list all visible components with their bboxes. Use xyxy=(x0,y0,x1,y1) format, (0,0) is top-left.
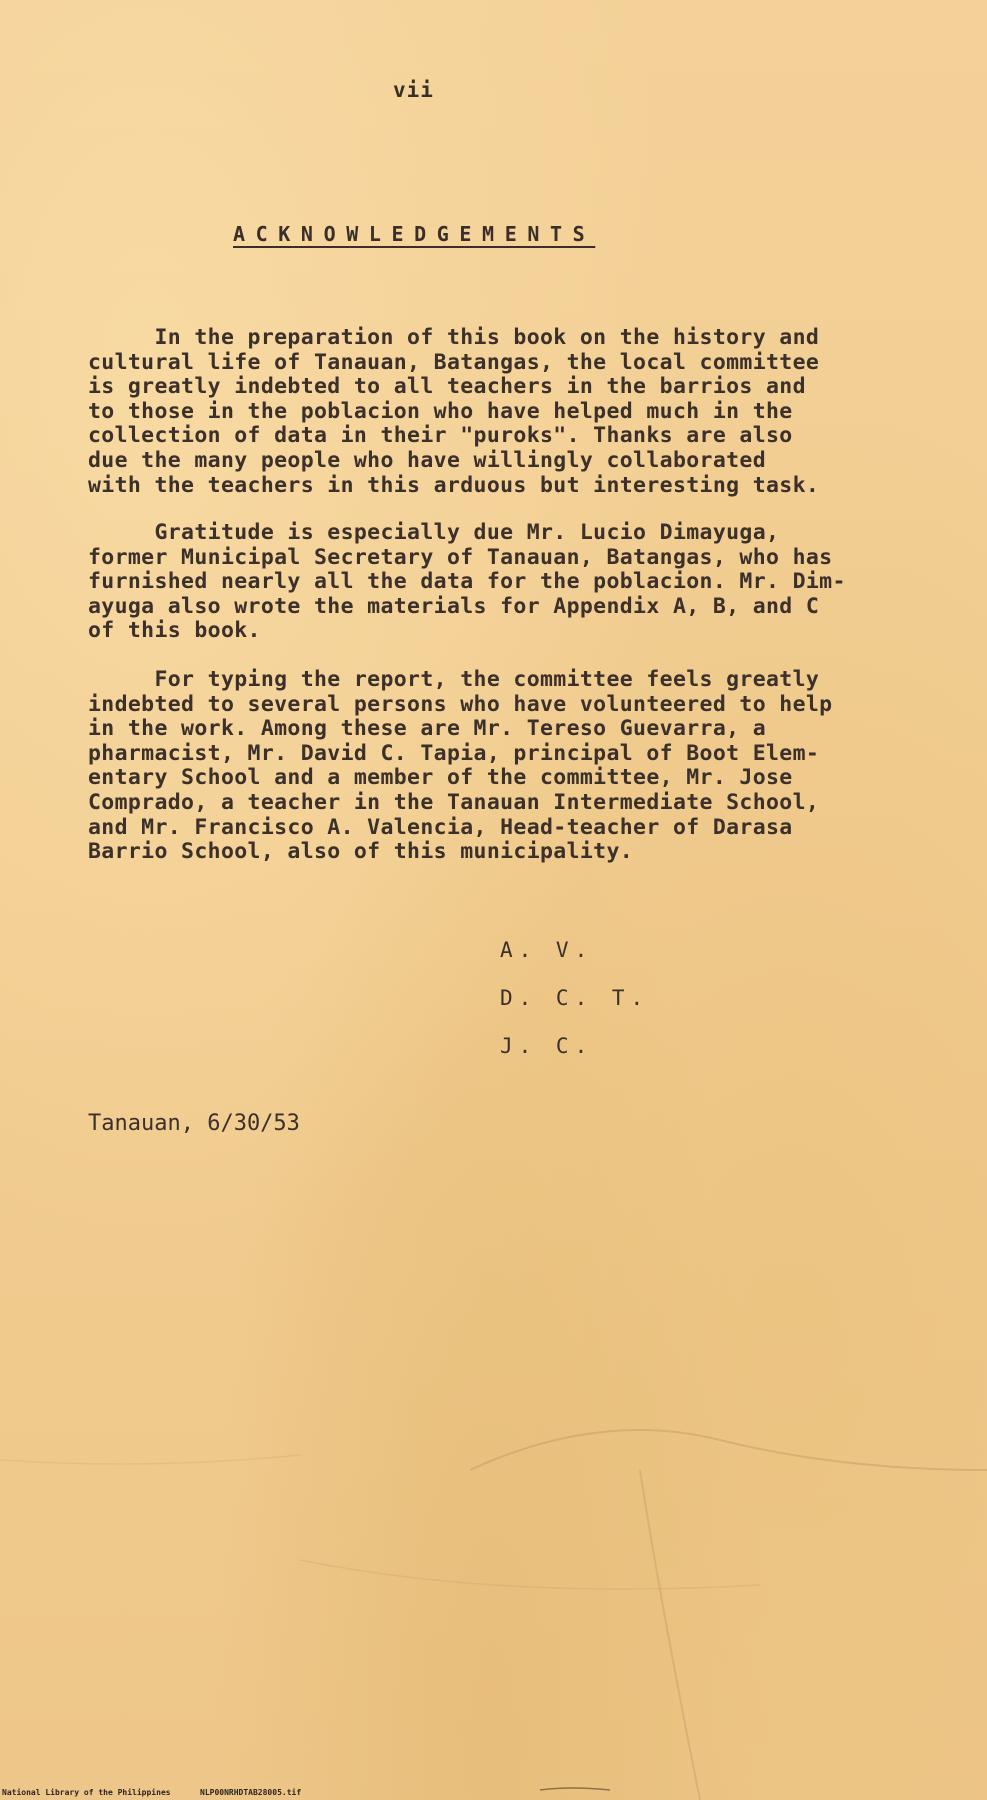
paragraph-3: For typing the report, the committee feels greatly indebted to several persons who have volunteered to help in the work. Among these are Mr. Tereso Guevarra, a pharmacist, Mr. David C. Tapia, principal of Boot Elem- entary School and a member of the committee, Mr. Jose Comprado, a teacher in the Tanauan Intermediate School, and Mr. Francisco A. Valencia, Head-teacher of Darasa Barrio School, also of this municipality. xyxy=(88,667,833,865)
signature-initials-2: D. C. T. xyxy=(500,986,650,1010)
signature-initials-3: J. C. xyxy=(500,1034,594,1058)
signature-initials-1: A. V. xyxy=(500,938,594,962)
place-and-date: Tanauan, 6/30/53 xyxy=(88,1111,300,1136)
footer-file-name: NLP00NRHDTAB28005.tif xyxy=(200,1788,302,1797)
footer-library-name: National Library of the Philippines xyxy=(2,1788,171,1797)
page-title: ACKNOWLEDGEMENTS xyxy=(233,222,596,246)
paragraph-2: Gratitude is especially due Mr. Lucio Dimayuga, former Municipal Secretary of Tanauan, Batangas, who has furnished nearly all the data for the poblacion. Mr. Dim- ayuga also wrote the materials for Appendix A, B, and C of this book. xyxy=(88,520,846,644)
paragraph-1: In the preparation of this book on the history and cultural life of Tanauan, Batangas, the local committee is greatly indebted to all teachers in the barrios and to those in the poblacion who have helped much in the collection of data in their "puroks". Thanks are also due the many people who have willingly collaborated with the teachers in this arduous but interesting task. xyxy=(88,325,820,498)
page-number: vii xyxy=(393,78,434,102)
